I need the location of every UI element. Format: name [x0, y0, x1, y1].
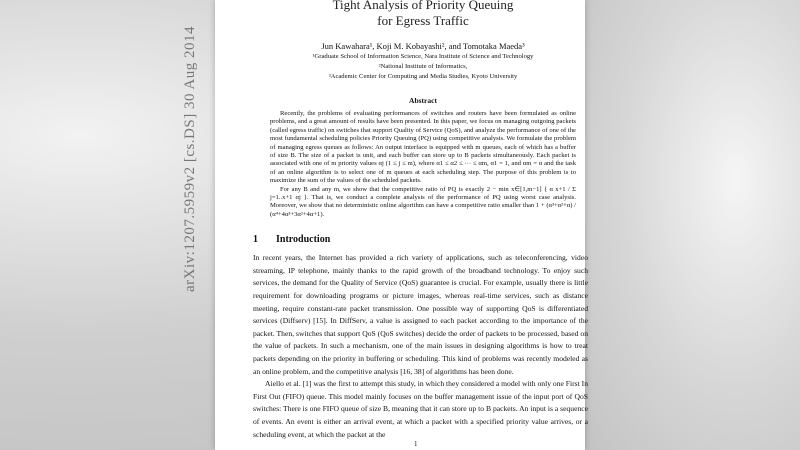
arxiv-identifier: arXiv:1207.5959v2 [cs.DS] 30 Aug 2014 [182, 26, 198, 292]
intro-paragraph-1: In recent years, the Internet has provided a rich variety of applications, such as teleconferencing, video streaming, IP telephone, mainly thanks to the rapid growth of the broadband technology. To enjoy such services, the demand for the Quality of Service (QoS) guarantee is crucial. For example, usually there is little requirement for downloading programs or picture images, whereas real-time services, such as distance meeting, require constant-rate packet transmission. One possible way of supporting QoS is differentiated services (Diffserv) [15]. In DiffServ, a value is assigned to each packet according to the importance of the packet. Then, switches that support QoS (QoS switches) decide the order of packets to be processed, based on the value of packets. In such a mechanism, one of the main issues in designing algorithms is how to treat packets depending on the priority in buffering or scheduling. This kind of problems was recently modeled as an online problem, and the competitive analysis [16, 38] of algorithms has been done. [253, 253, 588, 376]
title-line-1: Tight Analysis of Priority Queuing [332, 0, 514, 12]
affiliation-2: ²National Institute of Informatics, [378, 63, 468, 70]
abstract-paragraph-2: For any B and any m, we show that the competitive ratio of PQ is exactly 2 − min x∈[1,m−1] { α x+1 / Σ j=1..x+1 αj }. That is, we conduct a complete analysis of the performance of PQ using worst case analysis. Moreover, we show that no deterministic online algorithm can have a competitive ratio smaller than 1 + (α³+α²+α) / (α⁴+4α³+3α²+4α+1). [270, 185, 576, 218]
section-heading [253, 234, 588, 245]
paper-title [258, 0, 588, 29]
authors: Jun Kawahara¹, Koji M. Kobayashi², and Tomotaka Maeda³ [321, 41, 525, 51]
intro-paragraph-2: Aiello et al. [1] was the first to attempt this study, in which they considered a model with only one First In First Out (FIFO) queue. This model mainly focuses on the buffer management issue of the input port of QoS switches: There is one FIFO queue of size B, meaning that it can store up to B packets. An input is a sequence of events. An event is either an arrival event, at which a packet with a specified priority value arrives, or a scheduling event, at which the packet at the [253, 379, 588, 439]
page-number: 1 [414, 440, 418, 448]
section-number: 1 [253, 234, 258, 246]
title-line-2: for Egress Traffic [377, 13, 469, 28]
abstract-heading: Abstract [409, 96, 437, 105]
background-right [585, 0, 800, 450]
paper-content [253, 0, 588, 441]
affiliation-3: ³Academic Center for Computing and Media Studies, Kyoto University [328, 73, 518, 80]
abstract-paragraph-1: Recently, the problems of evaluating performances of switches and routers have been formulated as online problems, and a great amount of results have been presented. In this paper, we focus on managing outgoing packets (called egress traffic) on switches that support Quality of Service (QoS), and analyze the performance of one of the most fundamental scheduling policies Priority Queuing (PQ) using competitive analysis. We formulate the problem of managing egress queues as follows: An output interface is equipped with m queues, each of which has a buffer of size B. The size of a packet is unit, and each buffer can store up to B packets simultaneously. Each packet is associated with one of m priority values αj (1 ≤ j ≤ m), where α1 ≤ α2 ≤ ··· ≤ αm, α1 = 1, and αm = α and the task of an online algorithm is to select one of m queues at each scheduling step. The purpose of this problem is to maximize the sum of the values of the scheduled packets. [270, 110, 576, 185]
introduction-body [253, 252, 588, 441]
affiliation-1: ¹Graduate School of Information Science, Nara Institute of Science and Technology [312, 53, 534, 60]
section-title: Introduction [276, 234, 331, 246]
abstract [270, 110, 576, 219]
